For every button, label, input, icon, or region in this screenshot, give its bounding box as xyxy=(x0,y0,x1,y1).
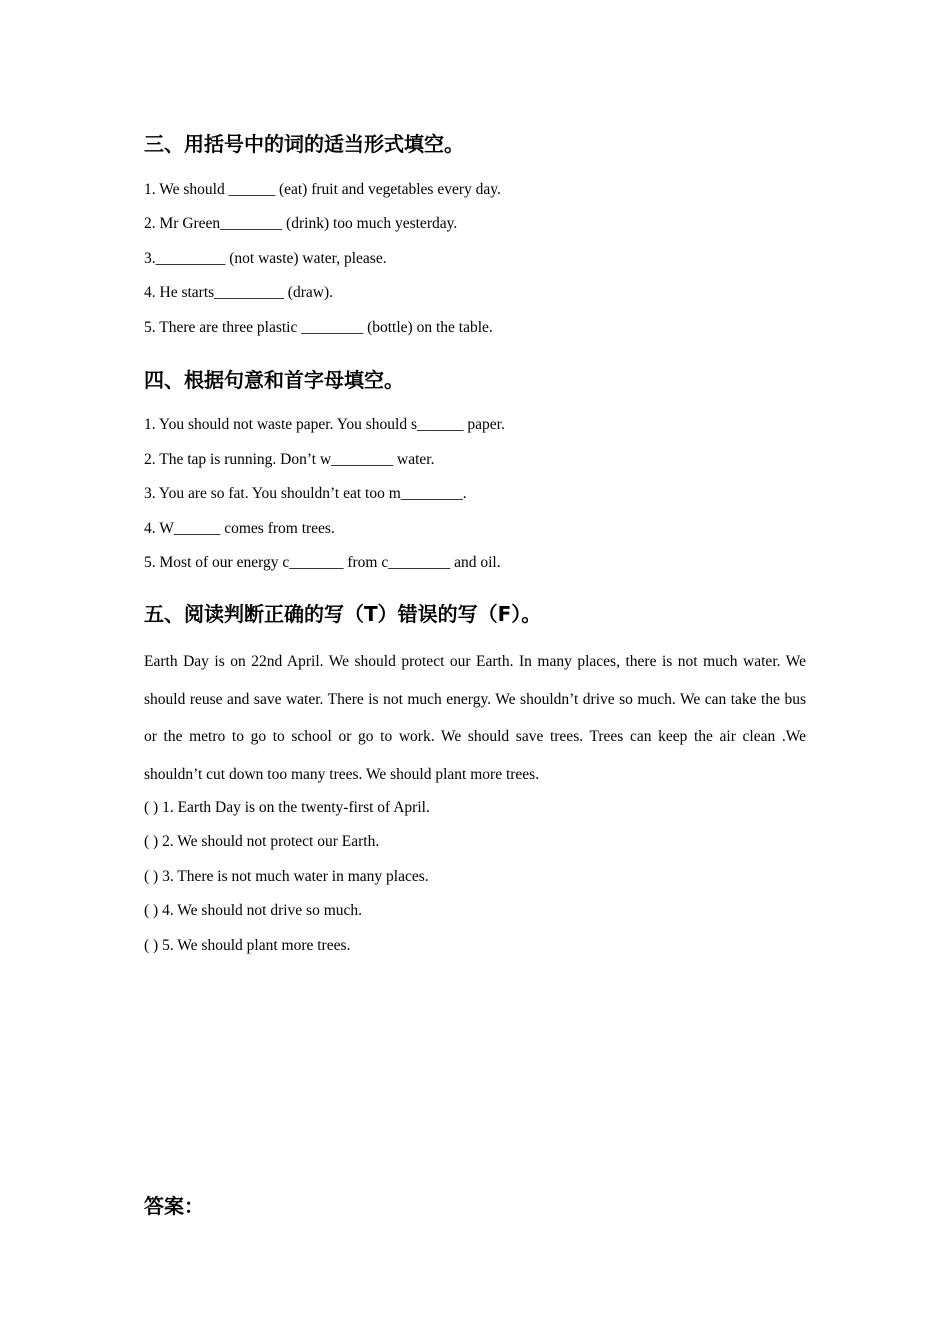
section-5-heading: 五、阅读判断正确的写（T）错误的写（F）。 xyxy=(144,602,542,626)
section-5-item-1: ( ) 1. Earth Day is on the twenty-first of April. xyxy=(144,799,430,816)
section-4-heading: 四、根据句意和首字母填空。 xyxy=(144,368,404,392)
section-3-item-5: 5. There are three plastic ________ (bottle) on the table. xyxy=(144,319,493,336)
section-3-item-3: 3._________ (not waste) water, please. xyxy=(144,250,387,267)
section-5-item-5: ( ) 5. We should plant more trees. xyxy=(144,937,351,954)
section-4-item-3: 3. You are so fat. You shouldn’t eat too m________. xyxy=(144,485,467,502)
section-4-item-2: 2. The tap is running. Don’t w________ water. xyxy=(144,451,435,468)
section-5-item-4: ( ) 4. We should not drive so much. xyxy=(144,902,363,919)
section-3-item-2: 2. Mr Green________ (drink) too much yesterday. xyxy=(144,215,458,232)
section-3-item-4: 4. He starts_________ (draw). xyxy=(144,284,333,301)
section-4-item-1: 1. You should not waste paper. You should s______ paper. xyxy=(144,416,505,433)
section-4-item-5: 5. Most of our energy c_______ from c________ and oil. xyxy=(144,554,501,571)
section-5-item-3: ( ) 3. There is not much water in many places. xyxy=(144,868,429,885)
section-3-heading: 三、用括号中的词的适当形式填空。 xyxy=(144,132,464,156)
section-4-item-4: 4. W______ comes from trees. xyxy=(144,520,335,537)
section-3-item-1: 1. We should ______ (eat) fruit and vegetables every day. xyxy=(144,181,501,198)
section-5-item-2: ( ) 2. We should not protect our Earth. xyxy=(144,833,380,850)
reading-passage: Earth Day is on 22nd April. We should protect our Earth. In many places, there is not much water. We should reuse and save water. There is not much energy. We shouldn’t drive so much. We can take the bus or the metro to go to school or go to work. We should save trees. Trees can keep the air clean .We shouldn’t cut down too many trees. We should plant more trees. xyxy=(144,653,806,783)
answer-heading: 答案： xyxy=(144,1194,204,1218)
